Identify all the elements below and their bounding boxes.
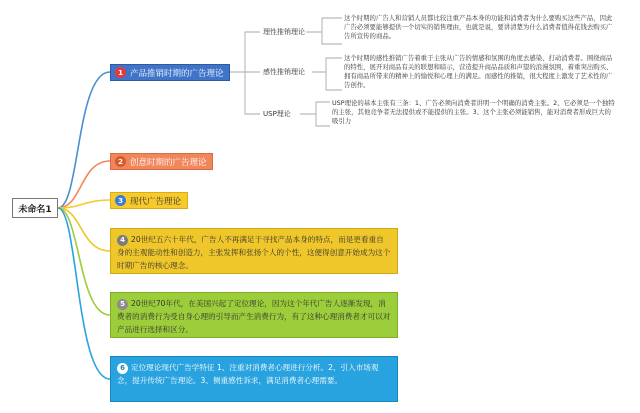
connector-sub2-desc: [312, 58, 342, 90]
desc-rational-selling: 这个时期的广告人和营销人员都比较注重产品本身的功能和消费者为什么要购买这些产品，因此广告必须要能够提供一个切实的销售理由，也就是说，要讲清楚为什么消费者值得花钱去购买广告所宣传的商品。: [344, 14, 613, 40]
connector-sub1-desc: [306, 18, 342, 44]
number-badge-4: 4: [117, 235, 128, 246]
connector-root-topic1: [58, 72, 110, 208]
topic-creative-era[interactable]: [110, 153, 213, 170]
number-badge-3: 3: [115, 195, 126, 206]
connector-topic1-sub3: [245, 72, 260, 114]
desc-usp: USP理论的基本主张有三条：1、广告必须向消费者讲明一个明确的消费主张。2、它必须是一个独特的主张，其他竞争者无法提供或不能提供的主张。3、这个主张必须能销售，能对消费者形成巨大的吸引力: [332, 99, 615, 125]
root-node[interactable]: [12, 198, 58, 218]
topic-1970s-positioning[interactable]: [110, 292, 398, 338]
subtopic-emotional-selling[interactable]: 感性推销理论: [263, 68, 305, 76]
subtopic-usp[interactable]: USP理论: [263, 110, 291, 118]
connector-root-topic5: [58, 208, 110, 315]
topic-label: 现代广告理论: [130, 196, 182, 207]
number-badge-5: 5: [117, 299, 128, 310]
root-label: 未命名1: [18, 204, 52, 215]
topic-text: 20世纪五六十年代，广告人不再满足于寻找产品本身的特点，而是更看重自身的主观能动性和创造力，主张发挥和张扬个人的个性，这便得创意开始成为这个时期广告的核心理念。: [117, 235, 391, 270]
topic-modern-advertising[interactable]: [110, 192, 188, 209]
topic-1950s-creativity[interactable]: [110, 228, 398, 274]
topic-label: 产品推销时期的广告理论: [130, 68, 224, 79]
topic-text: 20世纪70年代，在美国兴起了定位理论，因为这个年代广告人逐渐发现，消费者的消费行为受自身心理的引导而产生消费行为，有了这种心理消费者才可以对产品进行选择和区分。: [117, 299, 391, 334]
number-badge-6: 6: [117, 363, 128, 374]
topic-text: 定位理论现代广告学特征 1、注重对消费者心理进行分析。2、引入市场观念，提升传统广告理论。3、侧重感性诉求，满足消费者心理需要。: [117, 363, 379, 385]
topic-product-promotion[interactable]: [110, 64, 230, 81]
connector-sub3-desc: [300, 102, 330, 126]
connector-topic1-sub1: [230, 32, 260, 72]
subtopic-rational-selling[interactable]: 理性推销理论: [263, 28, 305, 36]
number-badge-2: 2: [115, 156, 126, 167]
topic-positioning-features[interactable]: [110, 356, 398, 402]
number-badge-1: 1: [115, 67, 126, 78]
desc-emotional-selling: 这个时期的感性推销广告着重于主张从广告的情感和氛围的角度去感染、打动消费者。围绕商品的特性，展开对商品有关的联想和暗示，营造提升商品品质和声望的浪漫氛围，着重突出购买、拥有商品所带来的精神上的愉悦和心理上的满足。而感性的推销，很大程度上激发了艺术性的广告创作。: [344, 54, 613, 89]
topic-label: 创意时期的广告理论: [130, 157, 207, 168]
